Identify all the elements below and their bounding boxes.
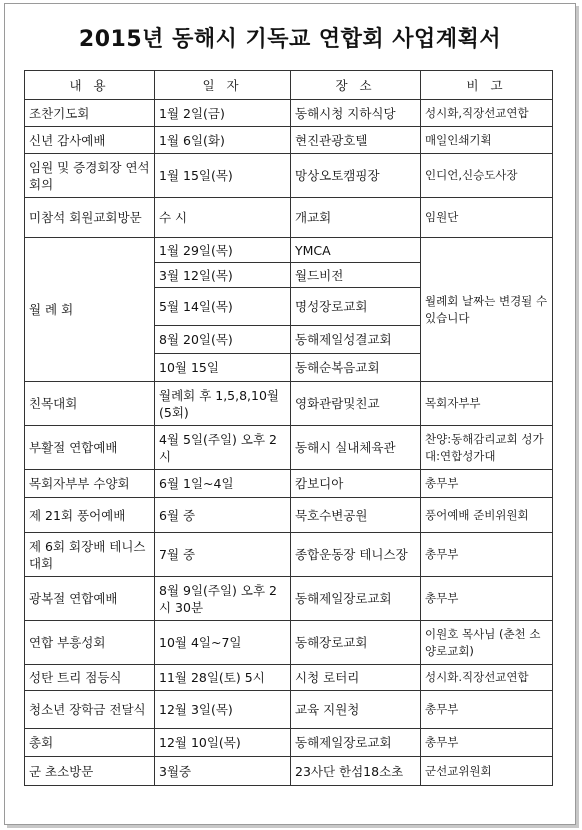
cell-place: 교육 지원청: [291, 691, 421, 729]
cell-place: 캄보디아: [291, 470, 421, 498]
table-row: [25, 154, 553, 198]
table-row: [25, 621, 553, 665]
cell-place: 현진관광호텔: [291, 127, 421, 154]
cell-date: 11월 28일(토) 5시: [155, 665, 291, 691]
cell-note: 월례회 날짜는 변경될 수 있습니다: [421, 238, 553, 382]
cell-note: 총무부: [421, 533, 553, 577]
cell-content: 총회: [25, 729, 155, 757]
cell-date: 수 시: [155, 198, 291, 238]
cell-content: 부활절 연합예배: [25, 426, 155, 470]
cell-place: 묵호수변공원: [291, 498, 421, 533]
cell-date: 5월 14일(목): [155, 288, 291, 326]
table-row: [25, 691, 553, 729]
cell-note: 이원호 목사님 (춘천 소양로교회): [421, 621, 553, 665]
cell-note: 목회자부부: [421, 382, 553, 426]
cell-date: 4월 5일(주일) 오후 2시: [155, 426, 291, 470]
cell-note: 성시화.직장선교연합: [421, 665, 553, 691]
cell-note: 총무부: [421, 729, 553, 757]
table-row: [25, 382, 553, 426]
cell-place: 명성장로교회: [291, 288, 421, 326]
header-date: 일 자: [155, 71, 291, 100]
table-row: [25, 426, 553, 470]
cell-note: 찬양:동해감리교회 성가대:연합성가대: [421, 426, 553, 470]
table-row: [25, 470, 553, 498]
cell-date: 월례회 후 1,5,8,10월(5회): [155, 382, 291, 426]
cell-note: 매일인쇄기획: [421, 127, 553, 154]
table-row: [25, 198, 553, 238]
cell-date: 3월 12일(목): [155, 263, 291, 288]
cell-place: 동해제일성결교회: [291, 326, 421, 354]
table-row: [25, 498, 553, 533]
cell-place: 개교회: [291, 198, 421, 238]
table-row: [25, 533, 553, 577]
cell-content: 제 6회 회장배 테니스 대회: [25, 533, 155, 577]
cell-place: 동해제일장로교회: [291, 729, 421, 757]
cell-date: 10월 4일~7일: [155, 621, 291, 665]
cell-date: 12월 10일(목): [155, 729, 291, 757]
header-content: 내 용: [25, 71, 155, 100]
cell-content: 신년 감사예배: [25, 127, 155, 154]
table-row: [25, 577, 553, 621]
header-note: 비 고: [421, 71, 553, 100]
cell-date: 12월 3일(목): [155, 691, 291, 729]
cell-content: 성탄 트리 점등식: [25, 665, 155, 691]
page-title: 2015년 동해시 기독교 연합회 사업계획서: [78, 27, 502, 52]
cell-note: 총무부: [421, 577, 553, 621]
cell-place: 종합운동장 테니스장: [291, 533, 421, 577]
cell-content: 미참석 회원교회방문: [25, 198, 155, 238]
cell-place: 동해제일장로교회: [291, 577, 421, 621]
cell-place: 월드비전: [291, 263, 421, 288]
cell-date: 6월 1일~4일: [155, 470, 291, 498]
cell-content: 연합 부흥성회: [25, 621, 155, 665]
cell-content: 월 례 회: [25, 238, 155, 382]
cell-date: 8월 9일(주일) 오후 2시 30분: [155, 577, 291, 621]
header-place: 장 소: [291, 71, 421, 100]
cell-note: 총무부: [421, 470, 553, 498]
table-row: [25, 127, 553, 154]
cell-date: 1월 2일(금): [155, 100, 291, 127]
table-row: [25, 665, 553, 691]
cell-place: 동해시 실내체육관: [291, 426, 421, 470]
cell-content: 제 21회 풍어예배: [25, 498, 155, 533]
cell-content: 친목대회: [25, 382, 155, 426]
cell-date: 3월중: [155, 757, 291, 786]
schedule-table: [24, 70, 553, 786]
table-row: [25, 757, 553, 786]
cell-note: 성시화,직장선교연합: [421, 100, 553, 127]
cell-place: 23사단 한섬18소초: [291, 757, 421, 786]
cell-date: 6월 중: [155, 498, 291, 533]
cell-date: 1월 15일(목): [155, 154, 291, 198]
cell-content: 임원 및 증경회장 연석회의: [25, 154, 155, 198]
cell-place: YMCA: [291, 238, 421, 263]
cell-note: 군선교위원회: [421, 757, 553, 786]
cell-date: 8월 20일(목): [155, 326, 291, 354]
cell-content: 광복절 연합예배: [25, 577, 155, 621]
cell-content: 조찬기도회: [25, 100, 155, 127]
cell-note: 인디언,신승도사장: [421, 154, 553, 198]
cell-place: 영화관람및친교: [291, 382, 421, 426]
cell-note: 풍어예배 준비위원회: [421, 498, 553, 533]
header-row: [25, 71, 553, 100]
table-row: [25, 729, 553, 757]
cell-place: 동해장로교회: [291, 621, 421, 665]
cell-place: 망상오토캠핑장: [291, 154, 421, 198]
cell-date: 10월 15일: [155, 354, 291, 382]
cell-content: 군 초소방문: [25, 757, 155, 786]
cell-place: 동해시청 지하식당: [291, 100, 421, 127]
cell-content: 청소년 장학금 전달식: [25, 691, 155, 729]
cell-date: 1월 6일(화): [155, 127, 291, 154]
cell-place: 시청 로터리: [291, 665, 421, 691]
table-row: [25, 238, 553, 263]
cell-content: 목회자부부 수양회: [25, 470, 155, 498]
table-row: [25, 100, 553, 127]
cell-date: 7월 중: [155, 533, 291, 577]
cell-note: 총무부: [421, 691, 553, 729]
cell-note: 임원단: [421, 198, 553, 238]
cell-place: 동해순복음교회: [291, 354, 421, 382]
cell-date: 1월 29일(목): [155, 238, 291, 263]
